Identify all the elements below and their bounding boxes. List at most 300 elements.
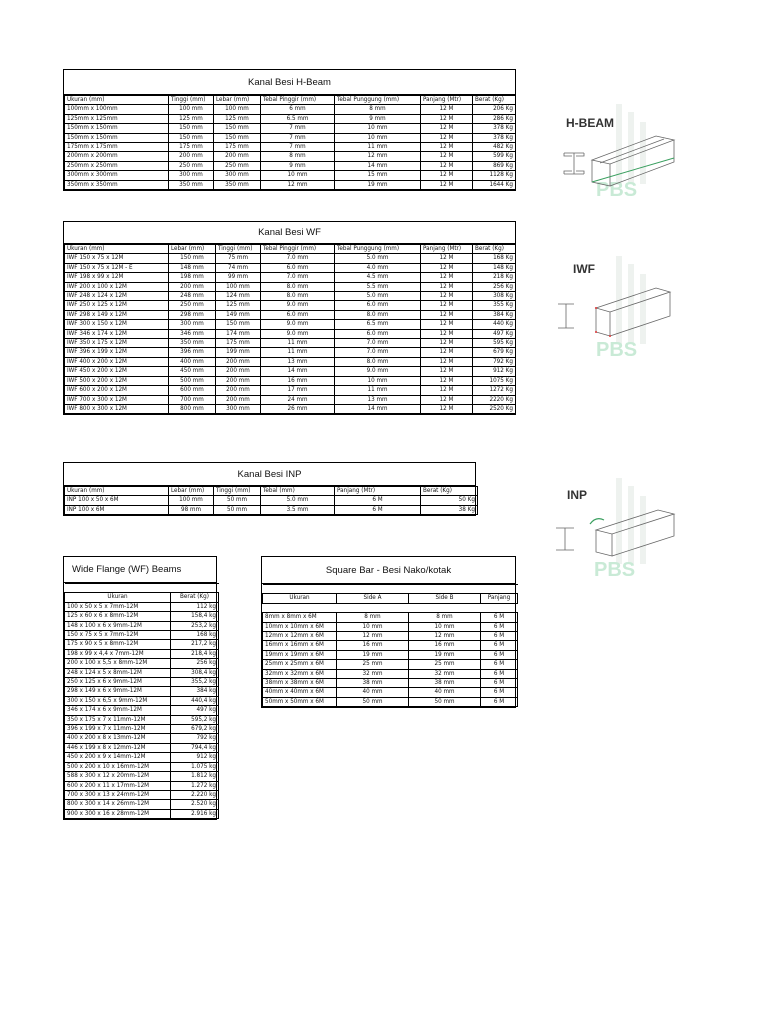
table-cell: IWF 396 x 199 x 12M xyxy=(65,348,169,357)
table-cell: 595,2 kg xyxy=(171,715,219,724)
inp-table-title: Kanal Besi INP xyxy=(64,463,475,486)
table-cell: 150 mm xyxy=(169,124,214,133)
table-cell: INP 100 x 6M xyxy=(65,505,169,514)
blank-row xyxy=(65,584,219,593)
hbeam-body xyxy=(65,105,516,190)
table-row xyxy=(65,678,219,687)
table-cell: 112 kg xyxy=(171,602,219,611)
table-cell: 12 M xyxy=(421,329,473,338)
table-cell: 50 Kg xyxy=(421,496,478,505)
hbeam-drawing-icon xyxy=(556,98,676,198)
table-row xyxy=(65,376,516,385)
table-cell: 286 Kg xyxy=(473,114,516,123)
table-cell: 50 mm xyxy=(337,697,409,706)
table-row xyxy=(65,743,219,752)
table-cell: 198 mm xyxy=(169,273,216,282)
table-cell: 12 M xyxy=(421,180,473,189)
table-cell: 700 mm xyxy=(169,395,216,404)
table-cell: 10 mm xyxy=(335,376,421,385)
table-cell: 125 x 60 x 6 x 8mm-12M xyxy=(65,612,171,621)
table-cell: 14 mm xyxy=(335,404,421,413)
flange-table xyxy=(63,556,217,820)
table-cell: 38 mm xyxy=(409,679,481,688)
table-cell: 125 mm xyxy=(169,114,214,123)
table-cell: 9.0 mm xyxy=(261,320,335,329)
table-cell: 378 Kg xyxy=(473,133,516,142)
wf-header-cell: Lebar (mm) xyxy=(169,245,216,254)
table-cell: 250 mm xyxy=(169,301,216,310)
table-row xyxy=(65,254,516,263)
table-cell: IWF 298 x 149 x 12M xyxy=(65,310,169,319)
table-cell: 10 mm xyxy=(335,133,421,142)
table-row xyxy=(65,105,516,114)
table-cell: 19 mm xyxy=(335,180,421,189)
table-cell: 40mm x 40mm x 6M xyxy=(263,688,337,697)
table-cell: 250 mm xyxy=(214,161,261,170)
table-cell: 14 mm xyxy=(261,367,335,376)
square-table xyxy=(261,556,516,708)
table-cell: 150mm x 150mm xyxy=(65,124,169,133)
table-cell: 6 M xyxy=(481,613,518,622)
table-cell: 32 mm xyxy=(409,669,481,678)
table-cell: 7 mm xyxy=(261,143,335,152)
table-row xyxy=(65,329,516,338)
table-cell: 588 x 300 x 12 x 20mm-12M xyxy=(65,772,171,781)
table-cell: 600 mm xyxy=(169,386,216,395)
table-cell: 300 mm xyxy=(216,404,261,413)
table-row xyxy=(65,725,219,734)
blank-cell xyxy=(263,603,337,612)
inp-table xyxy=(63,462,476,516)
table-cell: 300mm x 300mm xyxy=(65,171,169,180)
blank-cell xyxy=(337,585,409,594)
square-header-cell: Ukuran xyxy=(263,594,337,603)
table-cell: 11 mm xyxy=(335,386,421,395)
table-cell: 9.0 mm xyxy=(335,367,421,376)
table-cell: 6 M xyxy=(481,669,518,678)
table-cell: 19mm x 19mm x 6M xyxy=(263,650,337,659)
table-row xyxy=(65,161,516,170)
table-cell: 256 Kg xyxy=(473,282,516,291)
table-row xyxy=(65,152,516,161)
table-row xyxy=(65,404,516,413)
table-cell: 12 M xyxy=(421,114,473,123)
table-cell: 50mm x 50mm x 6M xyxy=(263,697,337,706)
table-cell: 175 x 90 x 5 x 8mm-12M xyxy=(65,640,171,649)
hbeam-grid xyxy=(64,95,516,190)
table-cell: 9 mm xyxy=(261,161,335,170)
table-cell: 19 mm xyxy=(409,650,481,659)
table-cell: 2.220 kg xyxy=(171,790,219,799)
table-cell: 256 kg xyxy=(171,659,219,668)
table-cell: 98 mm xyxy=(169,505,214,514)
table-row xyxy=(65,357,516,366)
table-cell: IWF 200 x 100 x 12M xyxy=(65,282,169,291)
table-row xyxy=(65,621,219,630)
flange-header-cell: Berat (Kg) xyxy=(171,593,219,602)
table-cell: 346 mm xyxy=(169,329,216,338)
table-row xyxy=(65,348,516,357)
table-cell: 679 Kg xyxy=(473,348,516,357)
table-cell: 175 mm xyxy=(216,339,261,348)
table-row xyxy=(65,395,516,404)
table-cell: 800 mm xyxy=(169,404,216,413)
table-cell: 100 mm xyxy=(169,496,214,505)
table-cell: 355,2 kg xyxy=(171,678,219,687)
table-cell: INP 100 x 50 x 6M xyxy=(65,496,169,505)
table-cell: IWF 400 x 200 x 12M xyxy=(65,357,169,366)
table-cell: 8 mm xyxy=(261,152,335,161)
table-cell: 174 mm xyxy=(216,329,261,338)
table-cell: 124 mm xyxy=(216,292,261,301)
table-cell: 158,4 kg xyxy=(171,612,219,621)
table-cell: 5.0 mm xyxy=(335,254,421,263)
table-row xyxy=(65,505,478,514)
table-row xyxy=(65,631,219,640)
table-cell: 200 x 100 x 5,5 x 8mm-12M xyxy=(65,659,171,668)
table-cell: 12 M xyxy=(421,376,473,385)
table-cell: 32mm x 32mm x 6M xyxy=(263,669,337,678)
table-cell: IWF 350 x 175 x 12M xyxy=(65,339,169,348)
table-cell: 150 mm xyxy=(169,133,214,142)
square-grid xyxy=(262,584,518,707)
table-cell: IWF 500 x 200 x 12M xyxy=(65,376,169,385)
blank-row xyxy=(263,603,518,612)
blank-cell xyxy=(263,585,337,594)
table-cell: 32 mm xyxy=(337,669,409,678)
table-cell: 200 mm xyxy=(214,152,261,161)
table-cell: 175 mm xyxy=(169,143,214,152)
table-cell: 6 M xyxy=(335,496,421,505)
table-row xyxy=(65,180,516,189)
table-cell: 12 M xyxy=(421,133,473,142)
table-cell: 7 mm xyxy=(261,124,335,133)
table-cell: 440,4 kg xyxy=(171,696,219,705)
table-cell: 8.0 mm xyxy=(335,310,421,319)
table-cell: 8.0 mm xyxy=(261,292,335,301)
table-cell: 16 mm xyxy=(409,641,481,650)
table-cell: 50 mm xyxy=(214,505,261,514)
wf-table-title: Kanal Besi WF xyxy=(64,222,515,244)
table-cell: 99 mm xyxy=(216,273,261,282)
table-cell: 12 mm xyxy=(335,152,421,161)
table-cell: 300 mm xyxy=(169,171,214,180)
table-cell: 355 Kg xyxy=(473,301,516,310)
table-cell: 400 x 200 x 8 x 13mm-12M xyxy=(65,734,171,743)
table-cell: 350 mm xyxy=(214,180,261,189)
table-cell: 497 kg xyxy=(171,706,219,715)
table-cell: 200 mm xyxy=(169,282,216,291)
table-cell: 308,4 kg xyxy=(171,668,219,677)
table-cell: 16mm x 16mm x 6M xyxy=(263,641,337,650)
table-cell: 12 M xyxy=(421,367,473,376)
table-cell: 450 x 200 x 9 x 14mm-12M xyxy=(65,753,171,762)
table-row xyxy=(65,809,219,818)
wf-body xyxy=(65,254,516,414)
table-cell: 175 mm xyxy=(214,143,261,152)
table-row xyxy=(65,124,516,133)
table-cell: 308 Kg xyxy=(473,292,516,301)
table-row xyxy=(263,669,518,678)
table-cell: IWF 700 x 300 x 12M xyxy=(65,395,169,404)
table-cell: 679,2 kg xyxy=(171,725,219,734)
table-cell: 250mm x 250mm xyxy=(65,161,169,170)
table-cell: 38mm x 38mm x 6M xyxy=(263,679,337,688)
table-row xyxy=(65,133,516,142)
table-cell: 12 M xyxy=(421,152,473,161)
wf-header-cell: Ukuran (mm) xyxy=(65,245,169,254)
table-cell: 600 x 200 x 11 x 17mm-12M xyxy=(65,781,171,790)
table-cell: 199 mm xyxy=(216,348,261,357)
table-cell: 1128 Kg xyxy=(473,171,516,180)
flange-table-title: Wide Flange (WF) Beams xyxy=(64,557,216,583)
table-row xyxy=(65,715,219,724)
hbeam-header-row xyxy=(65,96,516,105)
hbeam-header-cell: Tinggi (mm) xyxy=(169,96,214,105)
table-cell: 200 mm xyxy=(216,395,261,404)
table-cell: IWF 600 x 200 x 12M xyxy=(65,386,169,395)
table-cell: IWF 800 x 300 x 12M xyxy=(65,404,169,413)
table-cell: 198 x 99 x 4,4 x 7mm-12M xyxy=(65,649,171,658)
wf-header-cell: Tinggi (mm) xyxy=(216,245,261,254)
blank-cell xyxy=(337,603,409,612)
table-cell: 1272 Kg xyxy=(473,386,516,395)
table-cell: 8 mm xyxy=(335,105,421,114)
table-cell: IWF 450 x 200 x 12M xyxy=(65,367,169,376)
blank-row xyxy=(263,585,518,594)
table-cell: 440 Kg xyxy=(473,320,516,329)
inp-illustration xyxy=(550,476,680,580)
table-cell: 10 mm xyxy=(261,171,335,180)
table-row xyxy=(65,273,516,282)
table-cell: 8mm x 8mm x 6M xyxy=(263,613,337,622)
table-row xyxy=(263,679,518,688)
table-cell: 6.0 mm xyxy=(335,301,421,310)
watermark-text: PBS xyxy=(596,339,638,360)
inp-header-cell: Tebal (mm) xyxy=(261,487,335,496)
table-cell: 384 Kg xyxy=(473,310,516,319)
table-cell: 150 mm xyxy=(214,124,261,133)
table-cell: 7.0 mm xyxy=(261,254,335,263)
table-row xyxy=(263,613,518,622)
table-cell: 350mm x 350mm xyxy=(65,180,169,189)
table-cell: 800 x 300 x 14 x 26mm-12M xyxy=(65,800,171,809)
wf-header-cell: Berat (Kg) xyxy=(473,245,516,254)
table-cell: 12 M xyxy=(421,320,473,329)
blank-cell xyxy=(409,585,481,594)
table-cell: 298 x 149 x 6 x 9mm-12M xyxy=(65,687,171,696)
table-row xyxy=(263,622,518,631)
inp-header-cell: Berat (Kg) xyxy=(421,487,478,496)
hbeam-illustration xyxy=(556,98,676,198)
table-cell: 10mm x 10mm x 6M xyxy=(263,622,337,631)
table-cell: 148 mm xyxy=(169,263,216,272)
table-cell: 168 Kg xyxy=(473,254,516,263)
table-cell: 25mm x 25mm x 6M xyxy=(263,660,337,669)
watermark-tower xyxy=(616,478,622,564)
table-cell: 200 mm xyxy=(216,357,261,366)
table-cell: IWF 248 x 124 x 12M xyxy=(65,292,169,301)
table-cell: 5.0 mm xyxy=(261,496,335,505)
table-row xyxy=(65,339,516,348)
table-cell: 6.5 mm xyxy=(261,114,335,123)
table-row xyxy=(65,171,516,180)
table-row xyxy=(65,800,219,809)
table-cell: 125 mm xyxy=(214,114,261,123)
table-row xyxy=(65,602,219,611)
flange-header-cell: Ukuran xyxy=(65,593,171,602)
table-row xyxy=(65,320,516,329)
table-row xyxy=(65,706,219,715)
table-cell: 125mm x 125mm xyxy=(65,114,169,123)
table-cell: 350 x 175 x 7 x 11mm-12M xyxy=(65,715,171,724)
table-cell: 200 mm xyxy=(216,367,261,376)
table-row xyxy=(65,668,219,677)
table-row xyxy=(65,282,516,291)
table-cell: 218 Kg xyxy=(473,273,516,282)
hbeam-header-cell: Tebal Punggung (mm) xyxy=(335,96,421,105)
watermark-tower xyxy=(628,112,634,184)
hbeam-header-cell: Lebar (mm) xyxy=(214,96,261,105)
table-row xyxy=(65,781,219,790)
table-cell: 40 mm xyxy=(409,688,481,697)
table-row xyxy=(65,772,219,781)
table-cell: 2.916 kg xyxy=(171,809,219,818)
table-cell: 15 mm xyxy=(335,171,421,180)
iwf-illustration xyxy=(556,252,676,360)
hbeam-table-title: Kanal Besi H-Beam xyxy=(64,70,515,95)
table-cell: 16 mm xyxy=(337,641,409,650)
table-cell: IWF 150 x 75 x 12M xyxy=(65,254,169,263)
table-cell: 1.075 kg xyxy=(171,762,219,771)
table-cell: 8.0 mm xyxy=(335,357,421,366)
table-cell: 300 mm xyxy=(214,171,261,180)
table-cell: 12 mm xyxy=(261,180,335,189)
table-row xyxy=(263,632,518,641)
table-cell: 12 M xyxy=(421,105,473,114)
inp-label: INP xyxy=(567,488,588,502)
flange-grid xyxy=(64,583,219,819)
table-cell: 12 M xyxy=(421,282,473,291)
table-cell: 7 mm xyxy=(261,133,335,142)
table-cell: 10 mm xyxy=(335,124,421,133)
table-cell: 253,2 kg xyxy=(171,621,219,630)
table-row xyxy=(65,143,516,152)
table-cell: 12 M xyxy=(421,124,473,133)
table-cell: 900 x 300 x 16 x 28mm-12M xyxy=(65,809,171,818)
table-row xyxy=(65,640,219,649)
square-body xyxy=(263,585,518,707)
wf-header-cell: Tebal Punggung (mm) xyxy=(335,245,421,254)
table-cell: 792 kg xyxy=(171,734,219,743)
table-cell: 1.812 kg xyxy=(171,772,219,781)
table-row xyxy=(263,697,518,706)
table-cell: 100mm x 100mm xyxy=(65,105,169,114)
table-cell: 50 mm xyxy=(214,496,261,505)
table-cell: 6 M xyxy=(481,650,518,659)
table-cell: 218,4 kg xyxy=(171,649,219,658)
table-cell: 150 mm xyxy=(216,320,261,329)
table-cell: 869 Kg xyxy=(473,161,516,170)
table-cell: 11 mm xyxy=(261,339,335,348)
table-cell: 12 M xyxy=(421,348,473,357)
table-cell: 4.5 mm xyxy=(335,273,421,282)
table-cell: 7.0 mm xyxy=(261,273,335,282)
iwf-shape xyxy=(558,288,670,336)
wf-table xyxy=(63,221,516,415)
table-cell: 6 M xyxy=(481,660,518,669)
table-cell: 12 M xyxy=(421,143,473,152)
table-cell: 12 M xyxy=(421,339,473,348)
table-cell: 5.5 mm xyxy=(335,282,421,291)
inp-body xyxy=(65,496,478,515)
wf-header-cell: Panjang (Mtr) xyxy=(421,245,473,254)
table-cell: 248 x 124 x 5 x 8mm-12M xyxy=(65,668,171,677)
square-header-row xyxy=(263,594,518,603)
table-cell: 200 mm xyxy=(169,152,214,161)
watermark-tower xyxy=(616,104,622,184)
table-cell: 9.0 mm xyxy=(261,301,335,310)
table-cell: 6 M xyxy=(481,641,518,650)
table-cell: 100 mm xyxy=(214,105,261,114)
table-cell: 13 mm xyxy=(335,395,421,404)
table-cell: 3.5 mm xyxy=(261,505,335,514)
table-cell: 2220 Kg xyxy=(473,395,516,404)
table-row xyxy=(65,263,516,272)
table-cell: 200mm x 200mm xyxy=(65,152,169,161)
table-cell: 6 M xyxy=(335,505,421,514)
table-cell: 19 mm xyxy=(337,650,409,659)
watermark-text: PBS xyxy=(594,559,636,580)
inp-header-cell: Lebar (mm) xyxy=(169,487,214,496)
square-header-cell: Side A xyxy=(337,594,409,603)
table-cell: 148 Kg xyxy=(473,263,516,272)
table-cell: 346 x 174 x 6 x 9mm-12M xyxy=(65,706,171,715)
table-cell: 25 mm xyxy=(409,660,481,669)
table-cell: 12 M xyxy=(421,357,473,366)
inp-header-row xyxy=(65,487,478,496)
square-header-cell: Panjang xyxy=(481,594,518,603)
hbeam-header-cell: Ukuran (mm) xyxy=(65,96,169,105)
watermark-tower xyxy=(640,274,646,344)
table-row xyxy=(65,790,219,799)
table-cell: 2520 Kg xyxy=(473,404,516,413)
table-cell: 38 mm xyxy=(337,679,409,688)
table-cell: 300 mm xyxy=(169,320,216,329)
inp-shape xyxy=(556,510,674,556)
table-cell: 700 x 300 x 13 x 24mm-12M xyxy=(65,790,171,799)
table-cell: 298 mm xyxy=(169,310,216,319)
inp-header-cell: Tinggi (mm) xyxy=(214,487,261,496)
table-cell: 13 mm xyxy=(261,357,335,366)
table-cell: 25 mm xyxy=(337,660,409,669)
table-row xyxy=(263,688,518,697)
table-cell: 10 mm xyxy=(409,622,481,631)
table-cell: 6.5 mm xyxy=(335,320,421,329)
table-cell: 74 mm xyxy=(216,263,261,272)
wf-grid xyxy=(64,244,516,414)
table-row xyxy=(263,660,518,669)
square-table-title: Square Bar - Besi Nako/kotak xyxy=(262,557,515,584)
blank-cell xyxy=(171,584,219,593)
table-cell: 599 Kg xyxy=(473,152,516,161)
table-cell: 100 mm xyxy=(169,105,214,114)
table-cell: 12 mm xyxy=(337,632,409,641)
table-cell: 6.0 mm xyxy=(261,263,335,272)
table-cell: 10 mm xyxy=(337,622,409,631)
table-cell: 125 mm xyxy=(216,301,261,310)
table-cell: 1644 Kg xyxy=(473,180,516,189)
